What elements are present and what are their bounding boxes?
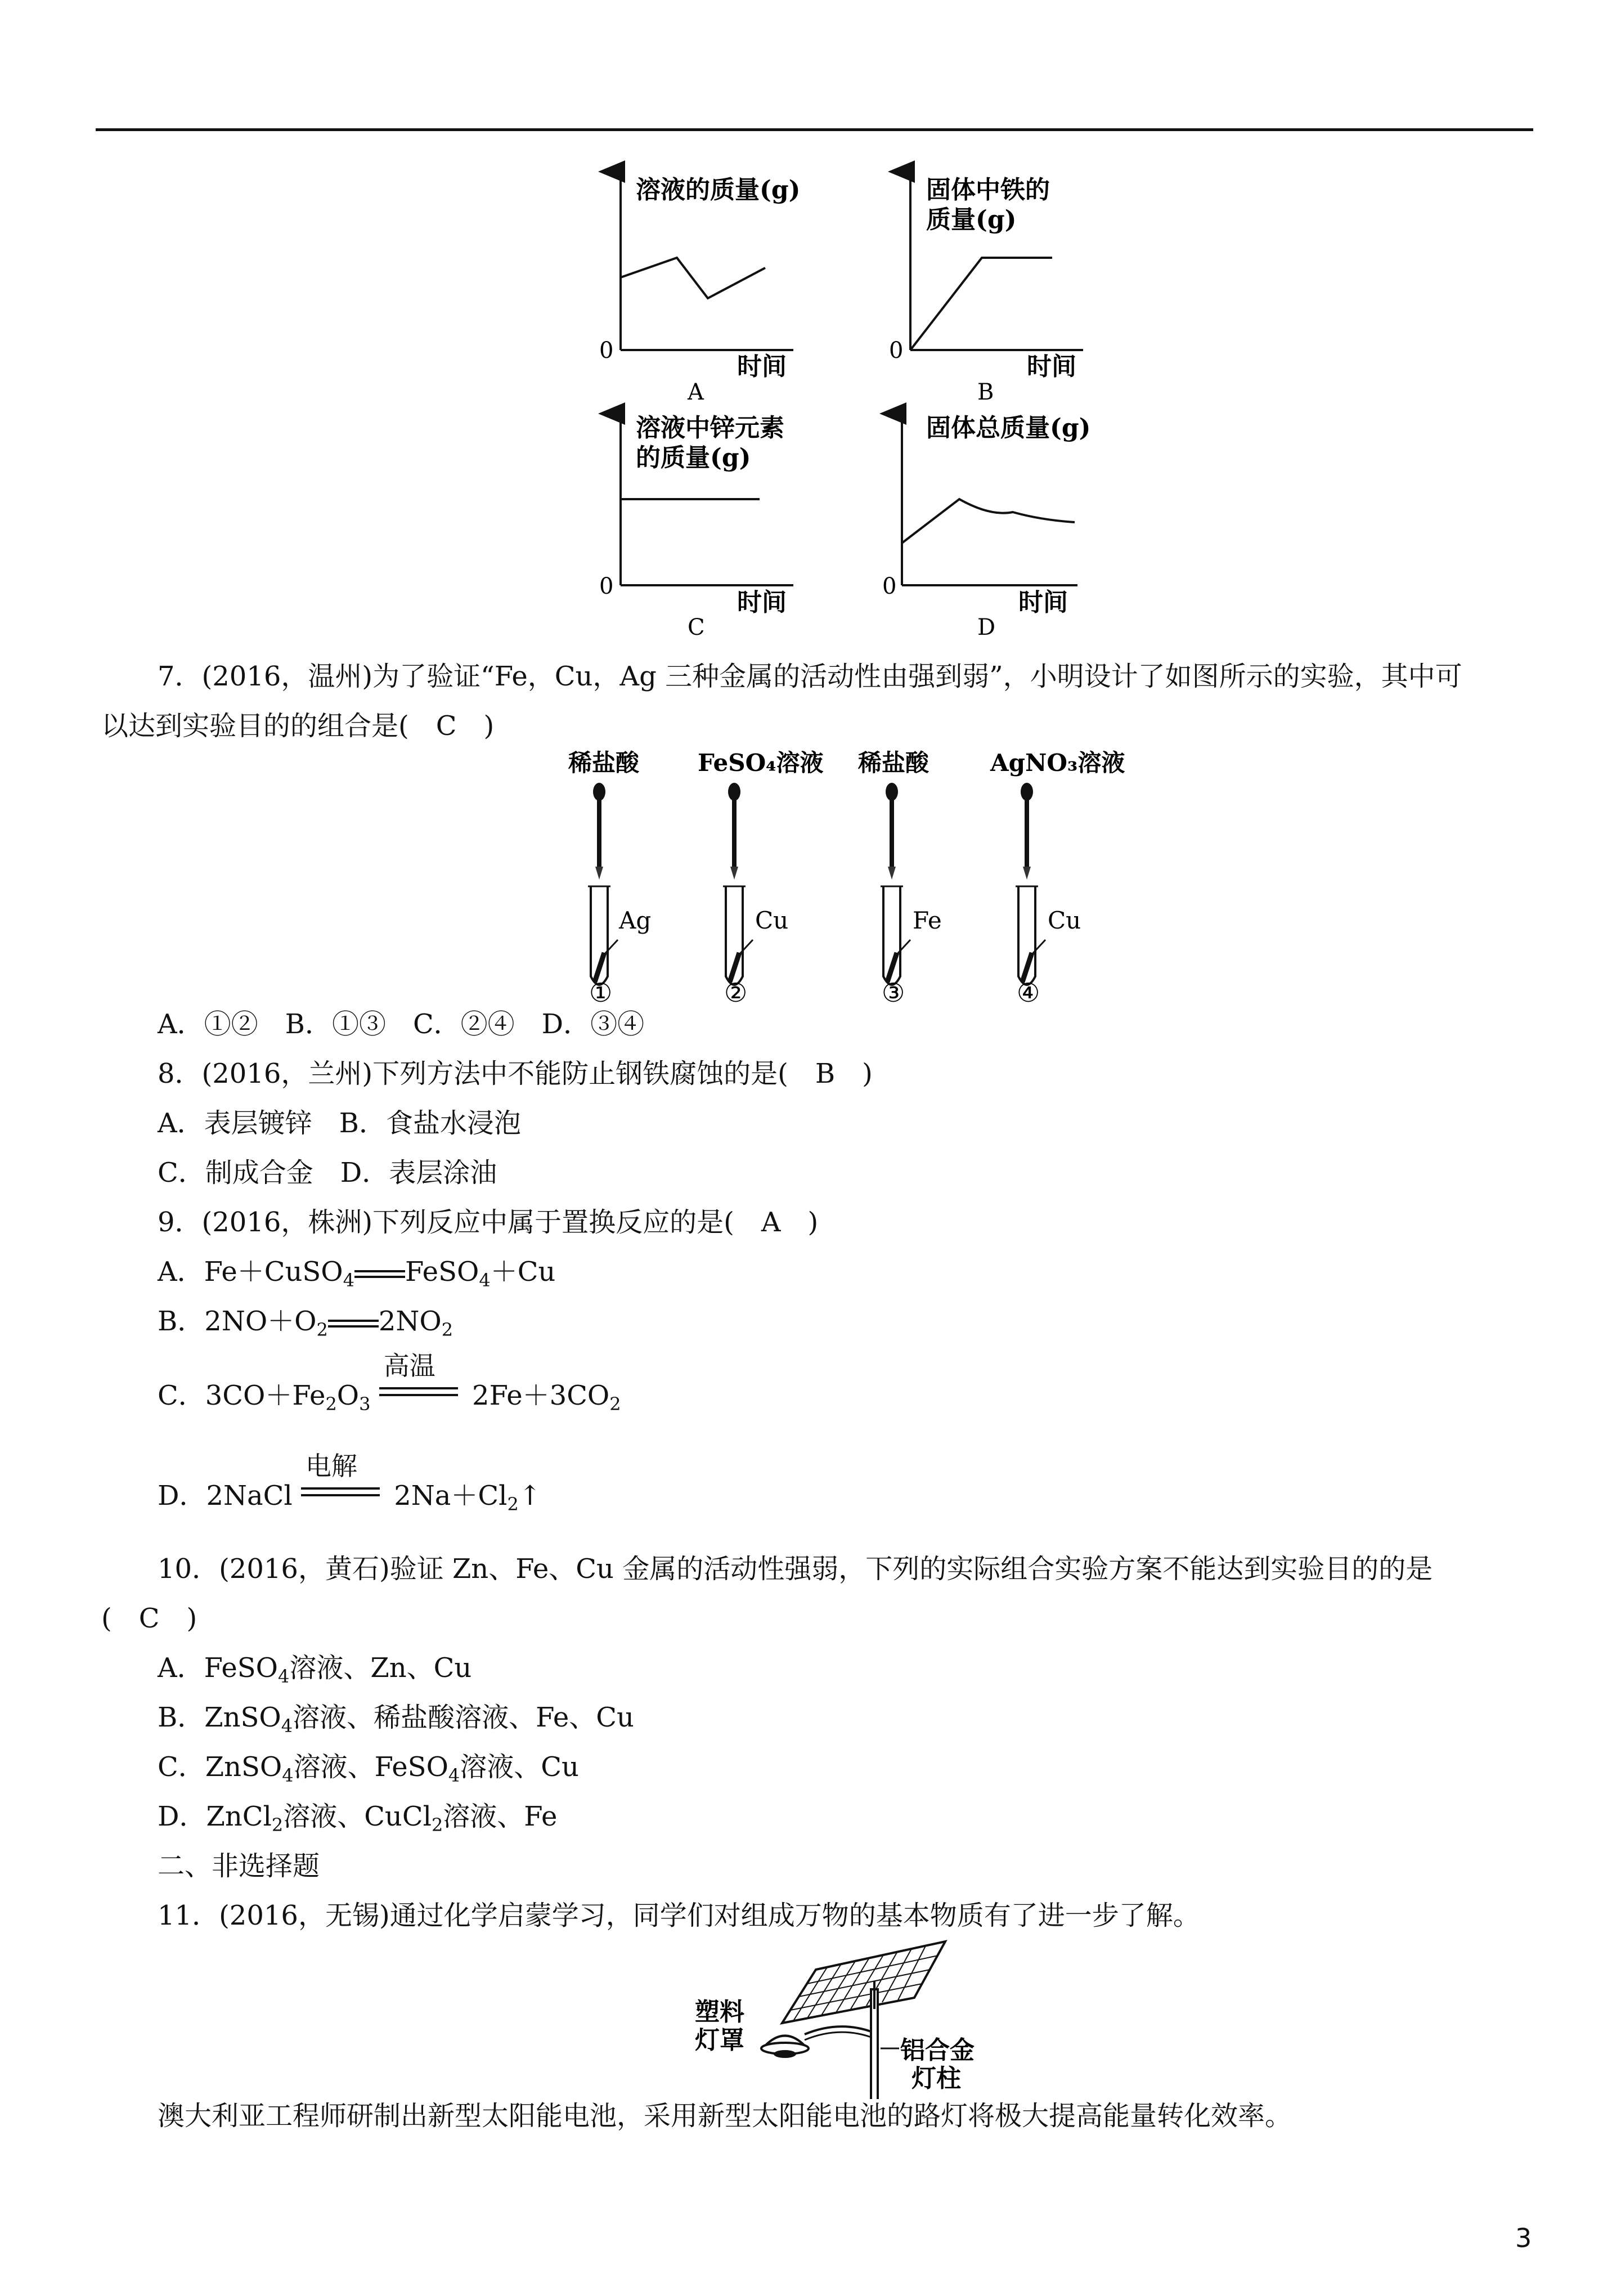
graph-d	[882, 414, 1090, 640]
graph-a-xlabel: 时间	[737, 352, 787, 381]
tube-1	[568, 749, 651, 1004]
graph-d-letter: D	[977, 615, 996, 640]
graph-d-curve	[902, 499, 1075, 543]
q8-stem: 8．(2016，兰州)下列方法中不能防止钢铁腐蚀的是( B )	[158, 1058, 873, 1089]
q9-option-b	[158, 1304, 453, 1341]
graph-b-ylabel-2: 质量(g)	[926, 205, 1017, 234]
graph-c	[599, 414, 793, 640]
q10-b-post: 溶液、稀盐酸溶液、Fe、Cu	[293, 1702, 634, 1733]
q10-b-sub: 4	[281, 1715, 293, 1737]
q9-option-d	[158, 1451, 542, 1515]
q10-b-pre: B．ZnSO	[158, 1702, 281, 1733]
q9-a-post: ＋Cu	[490, 1256, 556, 1288]
q9-c-o: O	[336, 1380, 360, 1411]
graph-a-letter: A	[688, 379, 704, 405]
graph-b-curve	[910, 258, 1052, 350]
equals-sign	[328, 1319, 379, 1329]
tube-3	[857, 749, 942, 1004]
q9-c-sub1: 2	[325, 1393, 337, 1415]
tube-1-reagent: 稀盐酸	[568, 749, 640, 777]
q7-options: A．①② B．①③ C．②④ D．③④	[158, 1008, 645, 1040]
q9-c-pre: C．3CO＋Fe	[158, 1380, 326, 1411]
q10-c-mid: 溶液、FeSO	[293, 1751, 448, 1783]
q9-c-sub2: 3	[359, 1393, 371, 1415]
condition-label-high-temp: 高温	[383, 1351, 435, 1381]
graph-b-ylabel-1: 固体中铁的	[926, 176, 1050, 204]
q7-stem-line-2: 以达到实验目的的组合是( C )	[101, 710, 495, 742]
q9-b-sub2: 2	[441, 1319, 453, 1340]
q10-stem-line-1: 10．(2016，黄石)验证 Zn、Fe、Cu 金属的活动性强弱，下列的实际组合实验方案不能达到实验目的的是	[158, 1553, 1433, 1585]
graph-d-xlabel: 时间	[1018, 588, 1068, 617]
reaction-condition-high-temp	[379, 1351, 464, 1415]
tube-3-reagent: 稀盐酸	[858, 749, 930, 777]
section-heading: 二、非选择题	[158, 1850, 320, 1882]
q10-c-sub2: 4	[448, 1765, 460, 1786]
q9-a-sub1: 4	[343, 1270, 354, 1291]
graph-c-origin: 0	[599, 573, 614, 599]
reaction-condition-electrolysis	[301, 1451, 385, 1515]
lamp-shade-icon	[761, 2036, 809, 2059]
q9-stem: 9．(2016，株洲)下列反应中属于置换反应的是( A )	[158, 1207, 819, 1238]
graph-a-curve	[621, 258, 765, 298]
solar-panel-icon	[782, 1941, 945, 2023]
graph-c-letter: C	[688, 615, 705, 640]
q8-options-1: A．表层镀锌 B．食盐水浸泡	[158, 1107, 521, 1139]
tube-4	[990, 749, 1125, 1004]
solar-streetlight-figure	[692, 1936, 1041, 2099]
q9-d-post: 2Na＋Cl	[385, 1480, 508, 1512]
q9-b-sub1: 2	[316, 1319, 328, 1340]
q10-a-post: 溶液、Zn、Cu	[289, 1652, 472, 1684]
q10-a-sub: 4	[278, 1666, 290, 1687]
q10-stem-line-2: ( C )	[101, 1603, 197, 1634]
q9-d-pre: D．2NaCl	[158, 1480, 301, 1512]
q9-c-sub3: 2	[609, 1393, 621, 1415]
q9-d-sub1: 2	[507, 1494, 519, 1515]
tube-4-metal: Cu	[1048, 907, 1081, 934]
graph-b-letter: B	[977, 379, 994, 405]
tube-3-number: ③	[882, 977, 905, 1004]
q10-d-pre: D．ZnCl	[158, 1801, 272, 1832]
tube-1-number: ①	[589, 977, 613, 1004]
q9-c-post: 2Fe＋3CO	[463, 1380, 610, 1411]
q9-a-sub2: 4	[479, 1270, 491, 1291]
graph-d-origin: 0	[882, 573, 897, 599]
q10-d-mid: 溶液、CuCl	[283, 1801, 432, 1832]
tube-2-metal: Cu	[755, 907, 789, 934]
graph-b-xlabel: 时间	[1027, 352, 1076, 381]
tube-3-metal: Fe	[913, 907, 942, 934]
q9-b-pre: B．2NO＋O	[158, 1306, 317, 1337]
graph-a	[599, 172, 800, 405]
label-plastic-1: 塑料	[695, 1998, 744, 2026]
q10-c-post: 溶液、Cu	[460, 1751, 579, 1783]
equals-sign	[354, 1269, 405, 1279]
graph-a-origin: 0	[599, 338, 614, 364]
q9-a-mid: FeSO	[405, 1256, 479, 1288]
tube-2-reagent: FeSO₄溶液	[698, 749, 824, 777]
graph-c-xlabel: 时间	[737, 588, 787, 617]
q10-d-post: 溶液、Fe	[443, 1801, 558, 1832]
graph-c-ylabel-2: 的质量(g)	[636, 443, 751, 472]
tube-4-reagent: AgNO₃溶液	[990, 749, 1125, 777]
graph-b-origin: 0	[889, 338, 904, 364]
q10-a-pre: A．FeSO	[158, 1652, 278, 1684]
condition-label-electrolysis: 电解	[305, 1451, 357, 1481]
graph-a-ylabel: 溶液的质量(g)	[636, 176, 801, 204]
label-plastic-2: 灯罩	[695, 2026, 744, 2055]
q11-stem: 11．(2016，无锡)通过化学启蒙学习，同学们对组成万物的基本物质有了进一步了解。	[158, 1900, 1200, 1931]
q10-d-sub2: 2	[431, 1814, 443, 1836]
q10-option-a	[158, 1651, 472, 1688]
graph-b	[889, 172, 1083, 405]
q9-a-pre: A．Fe＋CuSO	[158, 1256, 343, 1288]
q10-d-sub1: 2	[271, 1814, 284, 1836]
q10-c-pre: C．ZnSO	[158, 1751, 282, 1783]
label-alloy-2: 灯柱	[911, 2064, 961, 2093]
q8-options-2: C．制成合金 D．表层涂油	[158, 1157, 497, 1189]
q10-option-c	[158, 1750, 579, 1787]
q7-stem-line-1: 7．(2016，温州)为了验证“Fe，Cu，Ag 三种金属的活动性由强到弱”，小明设计了如图所示的实验，其中可	[158, 661, 1462, 692]
label-alloy-1: 铝合金	[900, 2036, 975, 2065]
gas-arrow-icon: ↑	[518, 1480, 542, 1512]
q9-b-mid: 2NO	[378, 1306, 442, 1337]
q10-option-d	[158, 1800, 557, 1836]
q11-text: 澳大利亚工程师研制出新型太阳能电池，采用新型太阳能电池的路灯将极大提高能量转化效率。	[158, 2100, 1292, 2132]
q10-c-sub1: 4	[282, 1765, 294, 1786]
q9-option-c	[158, 1351, 621, 1415]
q9-option-a	[158, 1255, 555, 1292]
tube-2	[698, 749, 824, 1004]
graphs-figure	[0, 0, 1621, 653]
tube-4-number: ④	[1017, 977, 1040, 1004]
page-number: 3	[1515, 2223, 1532, 2253]
tube-2-number: ②	[724, 977, 748, 1004]
tube-1-metal: Ag	[619, 907, 652, 934]
graph-c-ylabel-1: 溶液中锌元素	[636, 414, 784, 442]
test-tube-figure	[535, 746, 1153, 1004]
q10-option-b	[158, 1701, 634, 1737]
graph-d-ylabel: 固体总质量(g)	[926, 414, 1091, 442]
